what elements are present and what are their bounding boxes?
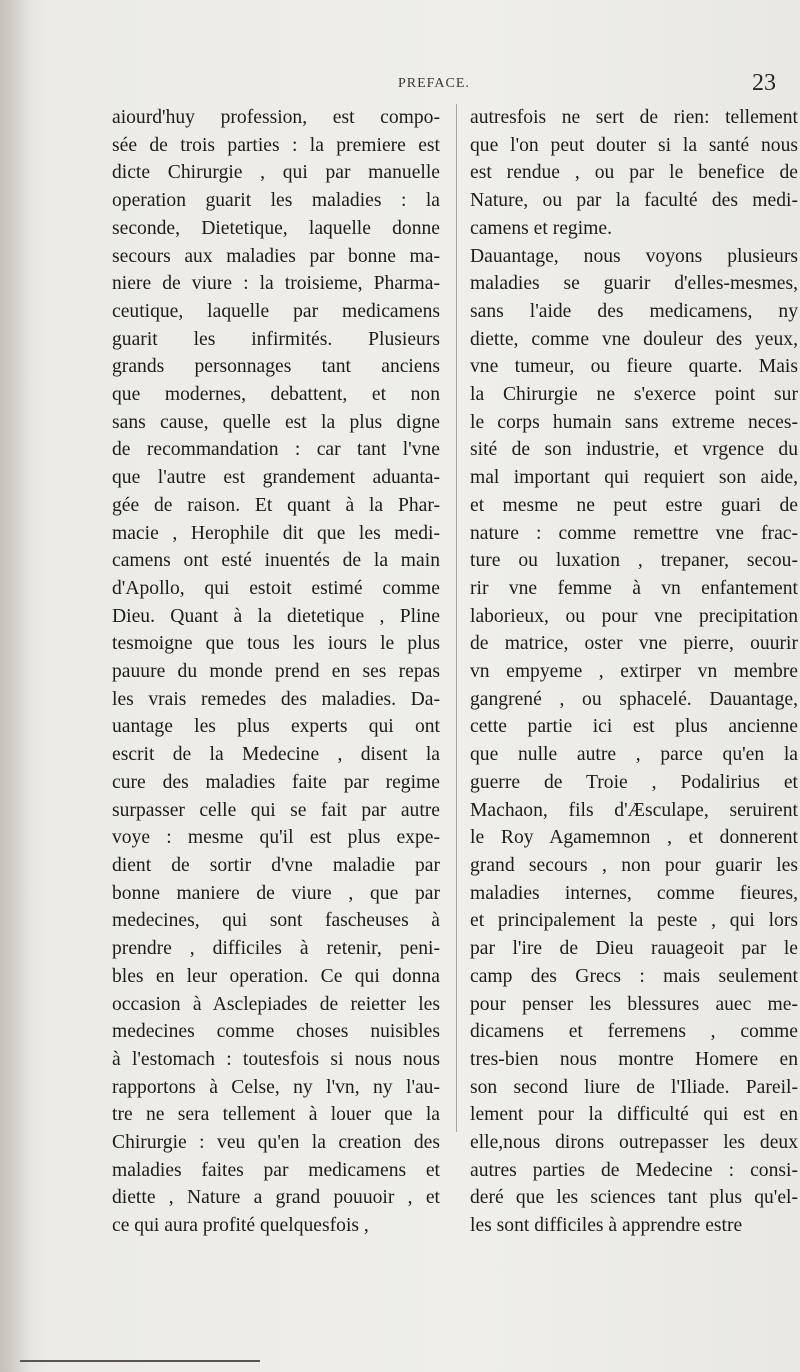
- text-line: camp des Grecs : mais seulement: [470, 965, 798, 987]
- text-line: pour penser les blessures auec me-: [470, 993, 798, 1015]
- text-line: diette, comme vne douleur des yeux,: [470, 328, 798, 350]
- text-line: le Roy Agamemnon , et donnerent: [470, 827, 798, 849]
- text-line: voye : mesme qu'il est plus expe-: [112, 827, 440, 849]
- text-line: de recommandation : car tant l'vne: [112, 439, 440, 461]
- text-line: bonne maniere de viure , que par: [112, 882, 440, 904]
- text-line: cette partie ici est plus ancienne: [470, 716, 798, 738]
- text-line: prendre , difficiles à retenir, peni-: [112, 938, 440, 960]
- text-line: rapportons à Celse, ny l'vn, ny l'au-: [112, 1076, 440, 1098]
- column-divider: [456, 104, 457, 1132]
- text-line: rir vne femme à vn enfantement: [470, 577, 798, 599]
- text-line: maladies se guarir d'elles-mesmes,: [470, 273, 798, 295]
- text-line: que l'on peut douter si la santé nous: [470, 134, 798, 156]
- text-line: gangrené , ou sphacelé. Dauantage,: [470, 688, 798, 710]
- text-line: tesmoigne que tous les iours le plus: [112, 633, 440, 655]
- text-line: secours aux maladies par bonne ma-: [112, 245, 440, 267]
- text-line: d'Apollo, qui estoit estimé comme: [112, 577, 440, 599]
- text-line: grand secours , non pour guarir les: [470, 854, 798, 876]
- text-line: operation guarit les maladies : la: [112, 190, 440, 212]
- text-line: que modernes, debattent, et non: [112, 384, 440, 406]
- text-line: ce qui aura profité quelquesfois ,: [112, 1215, 369, 1237]
- text-line: guerre de Troie , Podalirius et: [470, 771, 798, 793]
- text-line: cure des maladies faite par regime: [112, 771, 440, 793]
- text-line: macie , Herophile dit que les medi-: [112, 522, 440, 544]
- text-line: vn empyeme , extirper vn membre: [470, 661, 798, 683]
- text-line: la Chirurgie ne s'exerce point sur: [470, 384, 798, 406]
- text-line: dicte Chirurgie , qui par manuelle: [112, 162, 440, 184]
- text-line: les vrais remedes des maladies. Da-: [112, 688, 440, 710]
- text-line: sité de son industrie, et vrgence du: [470, 439, 798, 461]
- text-line: et mesme ne peut estre guari de: [470, 494, 798, 516]
- text-line: lement pour la difficulté qui est en: [470, 1104, 798, 1126]
- text-line: grands personnages tant anciens: [112, 356, 440, 378]
- text-line: à l'estomach : toutesfois si nous nous: [112, 1048, 440, 1070]
- text-line: occasion à Asclepiades de reietter les: [112, 993, 440, 1015]
- text-line: sans cause, quelle est la plus digne: [112, 411, 440, 433]
- text-line: guarit les infirmités. Plusieurs: [112, 328, 440, 350]
- text-line: sée de trois parties : la premiere est: [112, 134, 440, 156]
- text-line: escrit de la Medecine , disent la: [112, 744, 440, 766]
- text-line: nature : comme remettre vne frac-: [470, 522, 798, 544]
- text-line: que l'autre est grandement aduanta-: [112, 467, 440, 489]
- text-line: niere de viure : la troisieme, Pharma-: [112, 273, 440, 295]
- text-line: medecines comme choses nuisibles: [112, 1021, 440, 1043]
- text-line: ture ou luxation , trepaner, secou-: [470, 550, 798, 572]
- text-line: laborieux, ou pour vne precipitation: [470, 605, 798, 627]
- text-line: pauure du monde prend en ses repas: [112, 661, 440, 683]
- text-line: medecines, qui sont fascheuses à: [112, 910, 440, 932]
- text-line: Chirurgie : veu qu'en la creation des: [112, 1132, 440, 1154]
- text-line: ceutique, laquelle par medicamens: [112, 300, 440, 322]
- text-line: Dauantage, nous voyons plusieurs: [470, 245, 798, 267]
- text-line: le corps humain sans extreme neces-: [470, 411, 798, 433]
- text-line: dient de sortir d'vne maladie par: [112, 854, 440, 876]
- left-text-column: [112, 104, 440, 1240]
- running-title: PREFACE.: [398, 76, 470, 91]
- text-line: uantage les plus experts qui ont: [112, 716, 440, 738]
- text-line: Dieu. Quant à la dietetique , Pline: [112, 605, 440, 627]
- text-line: diette , Nature a grand pouuoir , et: [112, 1187, 440, 1209]
- text-line: Nature, ou par la faculté des medi-: [470, 190, 798, 212]
- text-line: que nulle autre , parce qu'en la: [470, 744, 798, 766]
- text-line: tres-bien nous montre Homere en: [470, 1048, 798, 1070]
- text-line: bles en leur operation. Ce qui donna: [112, 965, 440, 987]
- text-line: sans l'aide des medicamens, ny: [470, 300, 798, 322]
- text-line: aiourd'huy profession, est compo-: [112, 107, 440, 128]
- text-line: de matrice, oster vne pierre, ouurir: [470, 633, 798, 655]
- text-line: mal important qui requiert son aide,: [470, 467, 798, 489]
- text-line: Machaon, fils d'Æsculape, seruirent: [470, 799, 798, 821]
- right-text-column: [470, 104, 798, 1240]
- text-line: les sont difficiles à apprendre estre: [470, 1215, 743, 1237]
- text-line: maladies internes, comme fieures,: [470, 882, 798, 904]
- running-head: [0, 70, 800, 100]
- text-line: gée de raison. Et quant à la Phar-: [112, 494, 440, 516]
- page-number: 23: [752, 70, 776, 96]
- text-line: dicamens et ferremens , comme: [470, 1021, 798, 1043]
- text-line: et principalement la peste , qui lors: [470, 910, 798, 932]
- text-line: deré que les sciences tant plus qu'el-: [470, 1187, 798, 1209]
- spine-shadow: [0, 0, 30, 1372]
- text-line: tre ne sera tellement à louer que la: [112, 1104, 440, 1126]
- text-line: autres parties de Medecine : consi-: [470, 1159, 798, 1181]
- text-line: seconde, Dietetique, laquelle donne: [112, 217, 440, 239]
- text-line: vne tumeur, ou fieure quarte. Mais: [470, 356, 798, 378]
- text-line: est rendue , ou par le benefice de: [470, 162, 798, 184]
- text-line: par l'ire de Dieu rauageoit par le: [470, 938, 798, 960]
- text-line: camens et regime.: [470, 217, 612, 239]
- text-line: elle,nous dirons outrepasser les deux: [470, 1132, 798, 1154]
- text-line: surpasser celle qui se fait par autre: [112, 799, 440, 821]
- bottom-rule: [20, 1360, 260, 1362]
- text-line: son second liure de l'Iliade. Pareil-: [470, 1076, 798, 1098]
- text-line: autresfois ne sert de rien: tellement: [470, 107, 798, 128]
- text-line: camens ont esté inuentés de la main: [112, 550, 440, 572]
- text-line: maladies faites par medicamens et: [112, 1159, 440, 1181]
